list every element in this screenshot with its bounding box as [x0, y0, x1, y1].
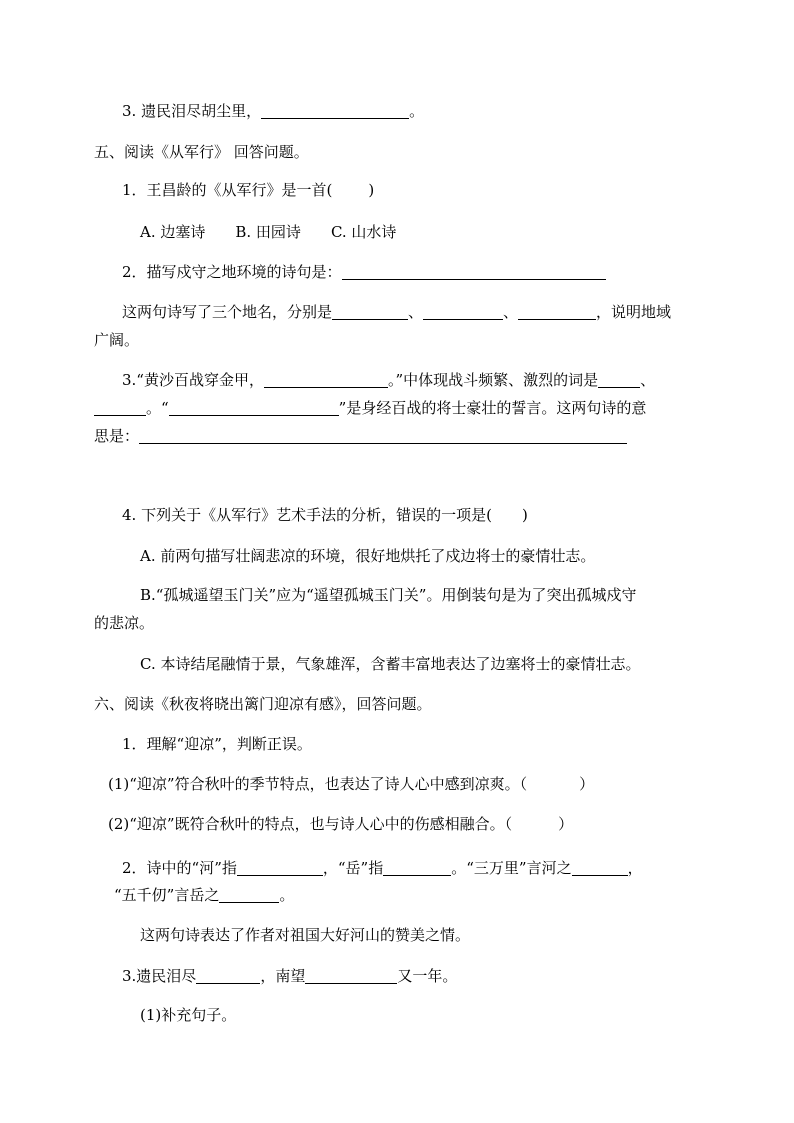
sec6-q3-part: 又一年。 [397, 967, 458, 985]
sec5-q2 [122, 262, 606, 282]
sec5-q2-text: 2．描写戍守之地环境的诗句是： [122, 263, 342, 281]
answer-blank[interactable] [169, 399, 339, 416]
option-b[interactable]: B. 田园诗 [235, 223, 301, 241]
answer-blank[interactable] [342, 263, 606, 280]
answer-blank[interactable] [264, 371, 388, 388]
sec5-q4-text: 4. 下列关于《从军行》艺术手法的分析，错误的一项是( [122, 506, 492, 524]
sec6-q3 [122, 966, 457, 986]
answer-blank[interactable] [383, 859, 451, 876]
answer-blank[interactable] [261, 102, 409, 119]
answer-blank[interactable] [237, 859, 323, 876]
sec5-q1-options [140, 222, 396, 242]
sec6-q1-s1 [108, 774, 594, 794]
answer-blank[interactable] [94, 399, 146, 416]
close-paren: ） [579, 775, 595, 793]
sec6-q2-part: ，“岳”指 [322, 859, 384, 877]
sec6-q2-part: 。 [279, 886, 295, 904]
sec6-q1: 1．理解“迎凉”，判断正误。 [122, 735, 312, 753]
sec5-q4 [122, 505, 528, 525]
sec5-q1 [122, 180, 374, 200]
sec6-q2-line2 [114, 885, 294, 905]
answer-blank[interactable] [196, 967, 260, 984]
option-c[interactable]: C. 山水诗 [330, 223, 397, 241]
section-6-title: 六、阅读《秋夜将晓出篱门迎凉有感》，回答问题。 [94, 695, 432, 713]
sec6-q1-s1-text: (1)“迎凉”符合秋叶的季节特点，也表达了诗人心中感到凉爽。（ [108, 775, 528, 793]
sec6-q1-s2-text: (2)“迎凉”既符合秋叶的特点，也与诗人心中的伤感相融合。（ [108, 815, 513, 833]
sec5-q4-close: ) [521, 506, 528, 524]
answer-blank[interactable] [139, 427, 627, 444]
sec6-q3-sub: (1)补充句子。 [140, 1006, 237, 1024]
sec6-q1-s2 [108, 814, 573, 834]
sec5-q2-line1-prefix: 这两句诗写了三个地名，分别是 [122, 303, 333, 321]
separator: 、 [503, 303, 519, 321]
q3-prev-line [122, 101, 424, 121]
sec5-q3-part: 思是： [94, 427, 140, 445]
sec6-q2-part: 2．诗中的“河”指 [122, 859, 237, 877]
sec5-q3-part: 3.“黄沙百战穿金甲， [122, 371, 264, 389]
sec5-q4-option-a: A. 前两句描写壮阔悲凉的环境，很好地烘托了戍边将士的豪情壮志。 [140, 547, 596, 565]
answer-blank[interactable] [219, 886, 279, 903]
sec5-q4-option-b-line1: B.“孤城遥望玉门关”应为“遥望孤城玉门关”。用倒装句是为了突出孤城戍守 [140, 586, 637, 604]
sec6-q2-line1 [122, 858, 643, 878]
sec6-q3-part: ，南望 [260, 967, 306, 985]
sec5-q2-line1-suffix: ，说明地域 [596, 303, 672, 321]
sec6-q3-part: 3.遗民泪尽 [122, 967, 197, 985]
option-a[interactable]: A. 边塞诗 [140, 223, 206, 241]
section-5-title: 五、阅读《从军行》 回答问题。 [94, 143, 309, 161]
sec5-q3-part: 。“ [146, 399, 169, 417]
separator: 、 [408, 303, 424, 321]
sec6-q2-part: “五千仞”言岳之 [114, 886, 220, 904]
sec5-q3-line3 [94, 426, 627, 446]
sec5-q2-line2: 广阔。 [94, 331, 140, 349]
close-paren: ） [558, 815, 574, 833]
q3-prev-suffix: 。 [409, 102, 425, 120]
sec5-q3-line1 [122, 370, 655, 390]
answer-blank[interactable] [572, 859, 628, 876]
q3-prev-prefix: 3. 遗民泪尽胡尘里， [122, 102, 262, 120]
sec5-q2-line1 [122, 302, 671, 322]
sec5-q1-close: ) [368, 181, 375, 199]
answer-blank[interactable] [518, 303, 596, 320]
sec6-q2-part: ， [627, 859, 643, 877]
answer-blank[interactable] [598, 371, 640, 388]
sec5-q3-part: 。”中体现战斗频繁、激烈的词是 [387, 371, 599, 389]
sec6-q2-part: 。“三万里”言河之 [451, 859, 572, 877]
sec5-q1-text: 1．王昌龄的《从军行》是一首( [122, 181, 333, 199]
sec5-q4-option-b-line2: 的悲凉。 [94, 614, 155, 632]
answer-blank[interactable] [423, 303, 503, 320]
sec5-q3-part: 、 [640, 371, 656, 389]
sec5-q4-option-c: C. 本诗结尾融情于景，气象雄浑，含蓄丰富地表达了边塞将士的豪情壮志。 [140, 655, 641, 673]
sec5-q3-line2 [94, 398, 646, 418]
answer-blank[interactable] [305, 967, 397, 984]
sec5-q3-part: ”是身经百战的将士豪壮的誓言。这两句诗的意 [338, 399, 647, 417]
answer-blank[interactable] [332, 303, 408, 320]
sec6-q2-note: 这两句诗表达了作者对祖国大好河山的赞美之情。 [140, 926, 471, 944]
